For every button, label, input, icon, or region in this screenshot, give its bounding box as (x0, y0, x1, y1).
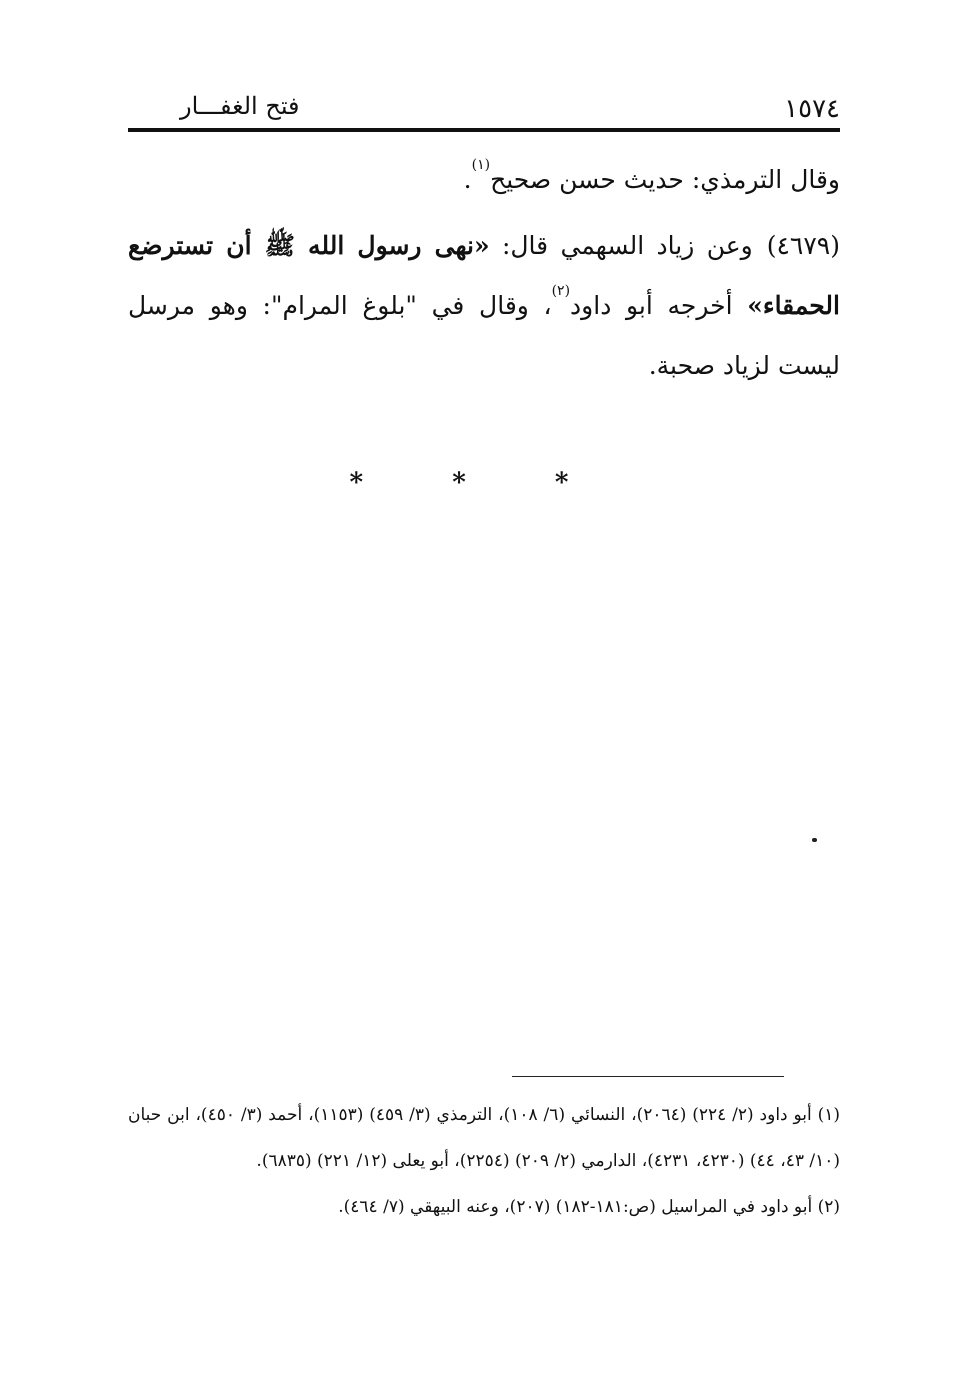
footnote-2: (٢) أبو داود في المراسيل (ص:١٨١-١٨٢) (٢٠٧)، وعنه البيهقي (٧/ ٤٦٤). (338, 1197, 840, 1217)
main-text (128, 150, 840, 396)
footnote-ref-1: (١) (471, 156, 491, 173)
page-header (128, 88, 840, 128)
hadith-source: أخرجه أبو داود (570, 291, 748, 320)
footnote-1: (١) أبو داود (٢/ ٢٢٤) (٢٠٦٤)، النسائي (٦/ ١٠٨)، الترمذي (٣/ ٤٥٩) (١١٥٣)، أحمد (٣/ ٤٥٠)، ابن حبان (١٠/ ٤٣، ٤٤) (٤٢٣٠، ٤٢٣١)، الدارمي (٢/ ٢٠٩) (٢٢٥٤)، أبو يعلى (١٢/ ٢٢١) (٦٨٣٥). (128, 1105, 841, 1171)
hadith-commentary: ، وقال في "بلوغ المرام": وهو مرسل ليست لزياد صحبة. (128, 291, 840, 380)
running-title: فتح الغفـــار (180, 92, 300, 120)
footnote-rule (512, 1076, 784, 1077)
header-rule (128, 128, 840, 132)
paragraph-hadith-4679 (128, 216, 840, 396)
hadith-intro: وعن زياد السهمي قال: (489, 231, 753, 260)
tirmidhi-statement: وقال الترمذي: حديث حسن صحيح (490, 165, 840, 194)
footnote-ref-2: (٢) (551, 282, 571, 299)
hadith-number: (٤٦٧٩) (766, 231, 840, 260)
paragraph-tirmidhi (128, 150, 840, 210)
footnotes (128, 1092, 840, 1230)
section-separator-stars: * * * (349, 468, 609, 498)
paragraph-end: . (463, 165, 472, 194)
hadith-quote: «نهى رسول الله ﷺ أن تسترضع الحمقاء» (128, 231, 840, 320)
scan-speck (812, 838, 817, 842)
page-number: ١٥٧٤ (784, 94, 840, 124)
